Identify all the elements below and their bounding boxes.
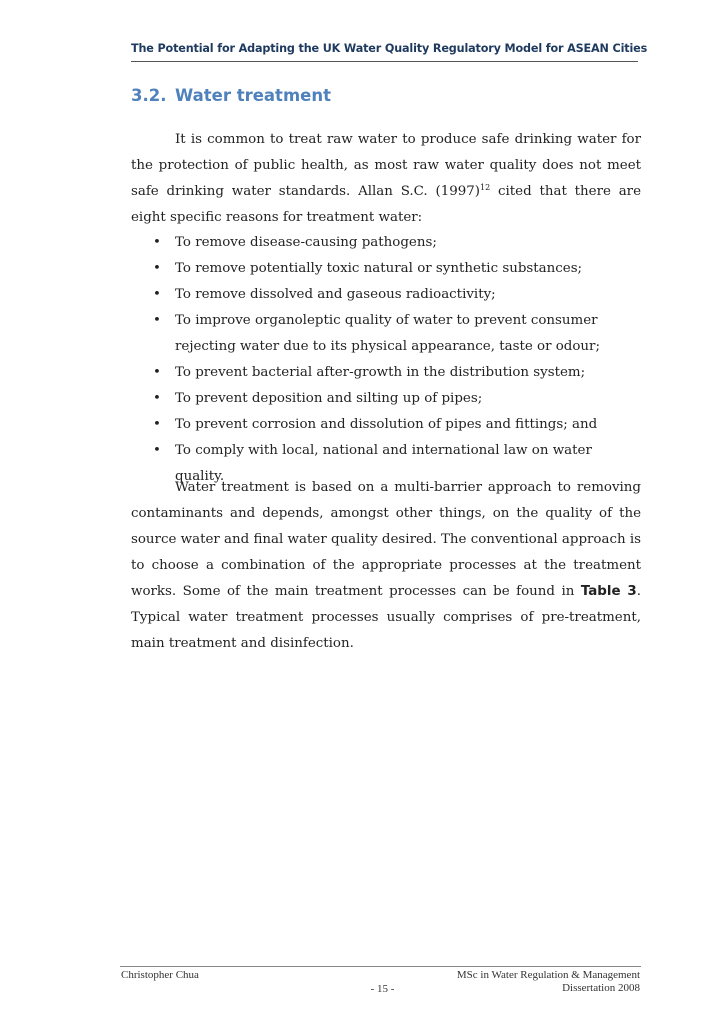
list-item-text: To remove dissolved and gaseous radioactivity;	[175, 287, 496, 302]
running-header: The Potential for Adapting the UK Water Quality Regulatory Model for ASEAN Cities	[131, 42, 648, 55]
paragraph-intro	[131, 127, 641, 231]
bullet-icon: •	[153, 391, 161, 406]
list-item-text: To prevent deposition and silting up of pipes;	[175, 391, 483, 406]
table-reference-link[interactable]: Table 3	[580, 584, 637, 599]
section-heading	[131, 86, 331, 105]
bullet-icon: •	[153, 261, 161, 276]
list-item	[131, 282, 641, 308]
footnote-reference[interactable]: 12	[480, 183, 491, 192]
footer-document: Dissertation 2008	[562, 982, 640, 994]
paragraph-intro-text-a: It is common to treat raw water to produce safe drinking water for the protection of public health, as most raw water quality does not meet safe drinking water standards. Allan S.C. (1997)	[131, 132, 641, 199]
section-title: Water treatment	[175, 86, 331, 105]
list-item-text: To comply with local, national and international law on water quality.	[175, 443, 592, 484]
bullet-icon: •	[153, 287, 161, 302]
list-item-text: To improve organoleptic quality of water to prevent consumer rejecting water due to its physical appearance, taste or odour;	[175, 313, 600, 354]
list-item	[131, 256, 641, 282]
paragraph-intro-text-b: cited that there are eight specific reasons for treatment water:	[131, 184, 642, 225]
paragraph-treatment-text-b: . Typical water treatment processes usually comprises of pre-treatment, main treatment and disinfection.	[131, 584, 641, 651]
page-number: - 15 -	[370, 983, 395, 995]
list-item-text: To prevent corrosion and dissolution of pipes and fittings; and	[175, 417, 598, 432]
bullet-icon: •	[153, 235, 161, 250]
bullet-icon: •	[153, 365, 161, 380]
reasons-list	[131, 230, 641, 490]
footer-programme-name: MSc in Water Regulation & Management	[456, 969, 640, 981]
list-item-text: To remove disease-causing pathogens;	[175, 235, 437, 250]
list-item	[131, 230, 641, 256]
header-rule	[131, 61, 638, 62]
footer-rule	[120, 966, 641, 967]
list-item	[131, 308, 641, 360]
bullet-icon: •	[153, 417, 161, 432]
section-number: 3.2.	[131, 86, 167, 105]
list-item-text: To remove potentially toxic natural or synthetic substances;	[175, 261, 583, 276]
list-item-text: To prevent bacterial after-growth in the distribution system;	[175, 365, 586, 380]
footer-author: Christopher Chua	[121, 969, 199, 981]
paragraph-treatment-text-a: Water treatment is based on a multi-barrier approach to removing contaminants and depends, amongst other things, on the quality of the source water and final water quality desired. The conventional approach is to choose a combination of the appropriate processes at the treatment works. Some of the main treatment processes can be found in	[131, 480, 641, 599]
paragraph-treatment	[131, 475, 641, 657]
bullet-icon: •	[153, 313, 161, 328]
list-item	[131, 386, 641, 412]
list-item	[131, 412, 641, 438]
bullet-icon: •	[153, 443, 161, 458]
list-item	[131, 360, 641, 386]
